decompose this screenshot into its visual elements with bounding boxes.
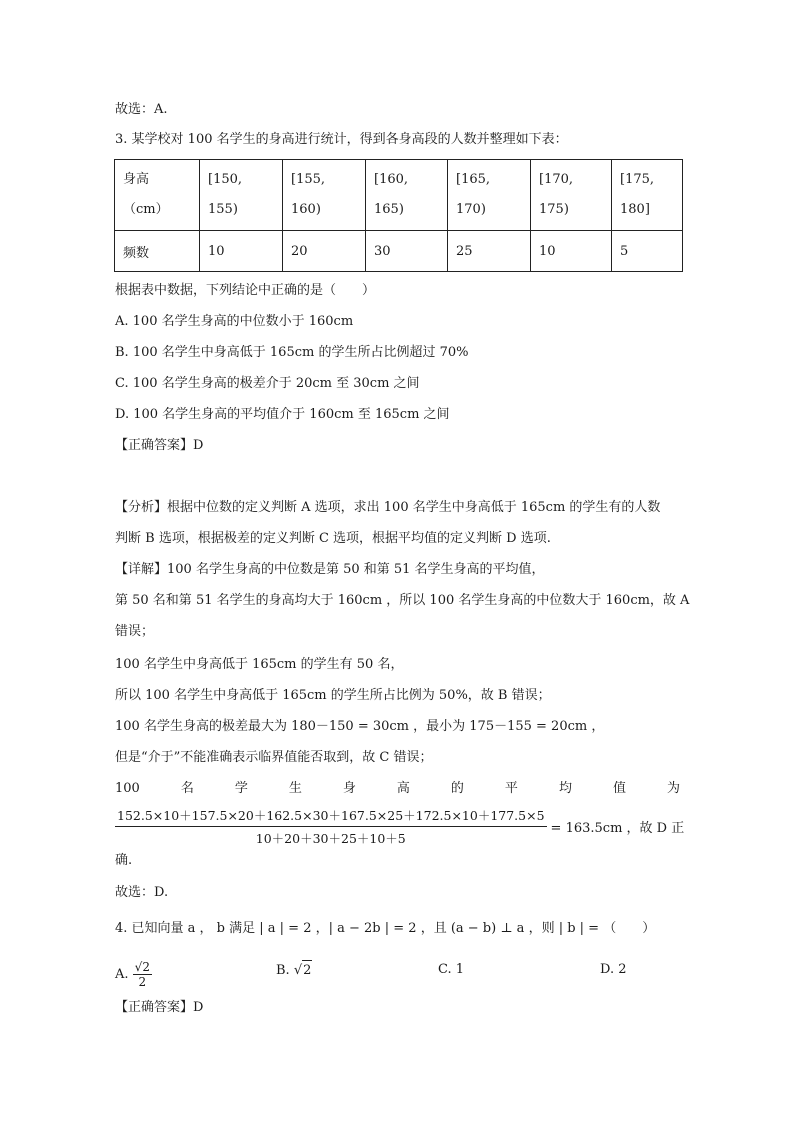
interval-cell: [165, 170) [448, 160, 531, 231]
option-a: A. 100 名学生身高的中位数小于 160cm [115, 314, 354, 329]
analysis-line: 判断 B 选项，根据极差的定义判断 C 选项，根据平均值的定义判断 D 选项. [115, 531, 551, 546]
freq-cell: 10 [200, 231, 283, 272]
q4-option-d: D. 2 [600, 962, 627, 977]
mean-fraction [115, 806, 547, 847]
option-d: D. 100 名学生身高的平均值介于 160cm 至 165cm 之间 [115, 407, 450, 422]
freq-cell: 25 [448, 231, 531, 272]
mean-formula [115, 806, 684, 847]
interval-cell: [150, 155) [200, 160, 283, 231]
q4-option-b: B. √2 [276, 960, 312, 981]
option-b: B. 100 名学生中身高低于 165cm 的学生所占比例超过 70% [115, 345, 469, 360]
detail-line: 所以 100 名学生中身高低于 165cm 的学生所占比例为 50%，故 B 错误； [115, 688, 551, 703]
interval-cell: [155, 160) [283, 160, 366, 231]
height-frequency-table [114, 159, 683, 272]
mean-numerator: 152.5×10＋157.5×20＋162.5×30＋167.5×25＋172.5×10＋177.5×5 [115, 806, 547, 827]
table-row [115, 231, 683, 272]
sqrt2-over-2: $\frac{√2}{2}$ [134, 960, 150, 989]
detail-line: 确. [115, 853, 133, 868]
detail-line: 但是“介于”不能准确表示临界值能否取到，故 C 错误； [115, 750, 433, 765]
question-3-stem: 3. 某学校对 100 名学生的身高进行统计，得到各身高段的人数并整理如下表： [115, 132, 568, 147]
option-c: C. 100 名学生身高的极差介于 20cm 至 30cm 之间 [115, 376, 420, 391]
mean-intro-line: 100 名 学 生 身 高 的 平 均 值 为 [115, 781, 680, 796]
analysis-line: 【分析】根据中位数的定义判断 A 选项，求出 100 名学生中身高低于 165cm 的学生有的人数 [115, 500, 661, 515]
interval-cell: [175, 180] [612, 160, 683, 231]
table-row [115, 160, 683, 231]
question-3-ask: 根据表中数据，下列结论中正确的是（ ） [115, 283, 376, 298]
freq-cell: 20 [283, 231, 366, 272]
q4-option-a: A. $\frac{√2}{2}$ [115, 960, 150, 989]
detail-line: 100 名学生身高的极差最大为 180－150 = 30cm ，最小为 175－155 = 20cm ， [115, 719, 605, 734]
prev-answer: 故选：A. [115, 102, 168, 117]
freq-cell: 30 [366, 231, 448, 272]
question-4-stem: 4. 已知向量 a ， b 满足 | a | = 2 ，| a − 2b | = 2 ，且 (a − b) ⊥ a ，则 | b | = （ ） [115, 921, 656, 936]
question-3-final: 故选：D. [115, 885, 169, 900]
interval-cell: [160, 165) [366, 160, 448, 231]
interval-cell: [170, 175) [531, 160, 612, 231]
freq-cell: 5 [612, 231, 683, 272]
header-cell: 身高 （cm） [115, 160, 200, 231]
detail-line: 错误； [115, 624, 155, 639]
detail-line: 第 50 名和第 51 名学生的身高均大于 160cm ，所以 100 名学生身高的中位数大于 160cm，故 A [115, 593, 690, 608]
detail-line: 【详解】100 名学生身高的中位数是第 50 和第 51 名学生身高的平均值， [115, 562, 545, 577]
mean-denominator: 10＋20＋30＋25＋10＋5 [255, 831, 406, 846]
q4-option-c: C. 1 [438, 962, 465, 977]
correct-answer: 【正确答案】D [115, 438, 204, 453]
q4-correct-answer: 【正确答案】D [115, 1000, 204, 1015]
freq-label-cell: 频数 [115, 231, 200, 272]
detail-line: 100 名学生中身高低于 165cm 的学生有 50 名， [115, 657, 404, 672]
freq-cell: 10 [531, 231, 612, 272]
mean-result: = 163.5cm ，故 D 正 [550, 821, 685, 836]
